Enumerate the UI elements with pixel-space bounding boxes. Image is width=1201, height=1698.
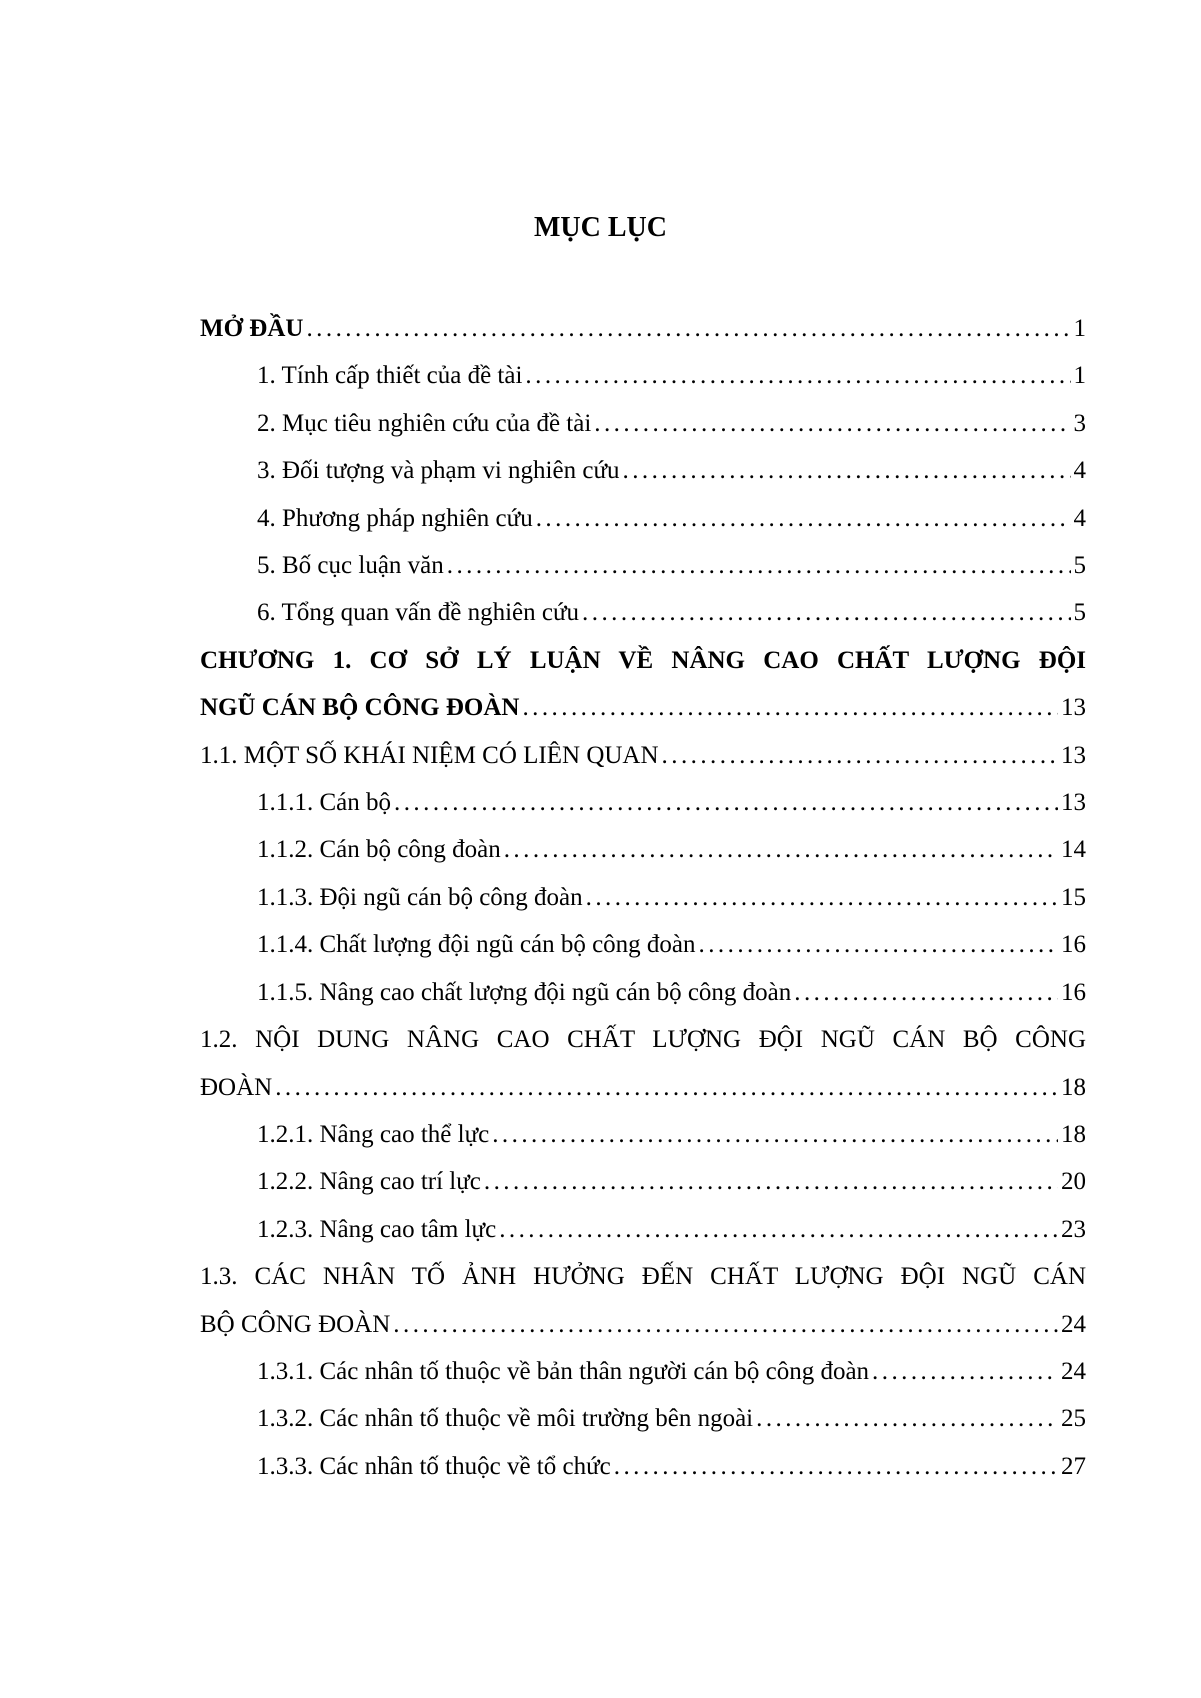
toc-entry-page-number: 5 bbox=[1073, 599, 1086, 627]
toc-entry[interactable] bbox=[200, 1158, 1086, 1205]
toc-entry-page-number: 23 bbox=[1061, 1215, 1086, 1243]
toc-entry-page-number: 4 bbox=[1073, 504, 1086, 532]
toc-entry[interactable] bbox=[200, 589, 1086, 636]
toc-entry-page-number: 27 bbox=[1061, 1452, 1086, 1480]
toc-entry-label: BỘ CÔNG ĐOÀN bbox=[200, 1310, 391, 1338]
toc-entry[interactable] bbox=[200, 969, 1086, 1016]
toc-entry-label: 1.1.1. Cán bộ bbox=[257, 789, 392, 817]
toc-entry-page-number: 13 bbox=[1061, 741, 1086, 769]
toc-entry-label: 1.3.2. Các nhân tố thuộc về môi trường bên ngoài bbox=[257, 1405, 754, 1433]
toc-entry-page-number: 1 bbox=[1073, 362, 1086, 390]
toc-entry-label-line1: CHƯƠNG 1. CƠ SỞ LÝ LUẬN VỀ NÂNG CAO CHẤT LƯỢNG ĐỘI bbox=[200, 646, 1086, 674]
toc-entry-page-number: 5 bbox=[1073, 552, 1086, 580]
toc-entry[interactable] bbox=[200, 1395, 1086, 1442]
toc-entry-page-number: 18 bbox=[1061, 1073, 1086, 1101]
toc-entry-heading-line[interactable] bbox=[200, 1253, 1086, 1300]
toc-entry-page-number: 20 bbox=[1061, 1168, 1086, 1196]
dot-leader bbox=[536, 495, 1071, 542]
toc-entry-page-number: 13 bbox=[1061, 694, 1086, 722]
toc-entry-label: 1.1.5. Nâng cao chất lượng đội ngũ cán bộ công đoàn bbox=[257, 978, 792, 1006]
dot-leader bbox=[794, 969, 1058, 1016]
dot-leader bbox=[614, 1443, 1058, 1490]
toc-entry[interactable] bbox=[200, 400, 1086, 447]
toc-entry-label: 1.2.3. Nâng cao tâm lực bbox=[257, 1215, 497, 1243]
toc-entry[interactable] bbox=[200, 1111, 1086, 1158]
toc-entry-label: 5. Bố cục luận văn bbox=[257, 552, 444, 580]
toc-entry-heading-line[interactable] bbox=[200, 1016, 1086, 1063]
dot-leader bbox=[594, 400, 1070, 447]
toc-entry[interactable] bbox=[200, 1206, 1086, 1253]
toc-entry[interactable] bbox=[200, 352, 1086, 399]
toc-entry-label: 4. Phương pháp nghiên cứu bbox=[257, 504, 533, 532]
toc-entry[interactable] bbox=[200, 1064, 1086, 1111]
toc-entry[interactable] bbox=[200, 1348, 1086, 1395]
dot-leader bbox=[872, 1348, 1058, 1395]
dot-leader bbox=[275, 1064, 1058, 1111]
toc-entry-label: 1.3.1. Các nhân tố thuộc về bản thân người cán bộ công đoàn bbox=[257, 1357, 870, 1385]
toc-entry[interactable] bbox=[200, 732, 1086, 779]
dot-leader bbox=[306, 305, 1070, 352]
toc-entry-label: 1.1. MỘT SỐ KHÁI NIỆM CÓ LIÊN QUAN bbox=[200, 741, 659, 769]
toc-entry-label: 1.3.3. Các nhân tố thuộc về tổ chức bbox=[257, 1452, 611, 1480]
toc-entry[interactable] bbox=[200, 826, 1086, 873]
dot-leader bbox=[525, 352, 1070, 399]
toc-entry-page-number: 24 bbox=[1061, 1357, 1086, 1385]
toc-entry-page-number: 16 bbox=[1061, 931, 1086, 959]
toc-entry-label: 1.2.2. Nâng cao trí lực bbox=[257, 1168, 481, 1196]
toc-entry-page-number: 13 bbox=[1061, 789, 1086, 817]
toc-entry-label: 1. Tính cấp thiết của đề tài bbox=[257, 362, 523, 390]
dot-leader bbox=[492, 1111, 1058, 1158]
toc-entry-label: NGŨ CÁN BỘ CÔNG ĐOÀN bbox=[200, 694, 520, 722]
toc-entry-page-number: 3 bbox=[1073, 409, 1086, 437]
toc-entry-label: MỞ ĐẦU bbox=[200, 315, 304, 342]
toc-entry-heading-line[interactable] bbox=[200, 637, 1086, 684]
dot-leader bbox=[756, 1395, 1058, 1442]
toc-entry[interactable] bbox=[200, 874, 1086, 921]
toc-entry-page-number: 4 bbox=[1073, 457, 1086, 485]
toc-entry-page-number: 16 bbox=[1061, 978, 1086, 1006]
dot-leader bbox=[586, 874, 1058, 921]
toc-entry-page-number: 24 bbox=[1061, 1310, 1086, 1338]
dot-leader bbox=[522, 684, 1058, 731]
dot-leader bbox=[662, 732, 1058, 779]
dot-leader bbox=[393, 1301, 1058, 1348]
toc-entry-page-number: 14 bbox=[1061, 836, 1086, 864]
toc-entry-label-line1: 1.2. NỘI DUNG NÂNG CAO CHẤT LƯỢNG ĐỘI NGŨ CÁN BỘ CÔNG bbox=[200, 1026, 1086, 1054]
toc-entry[interactable] bbox=[200, 1443, 1086, 1490]
toc-entry-label: 1.1.2. Cán bộ công đoàn bbox=[257, 836, 501, 864]
toc-entry-label: 6. Tổng quan vấn đề nghiên cứu bbox=[257, 599, 580, 627]
toc-entry[interactable] bbox=[200, 305, 1086, 352]
toc-entry[interactable] bbox=[200, 921, 1086, 968]
dot-leader bbox=[394, 779, 1058, 826]
toc-entry-page-number: 1 bbox=[1073, 315, 1086, 342]
dot-leader bbox=[447, 542, 1071, 589]
toc-entry-label-line1: 1.3. CÁC NHÂN TỐ ẢNH HƯỞNG ĐẾN CHẤT LƯỢNG ĐỘI NGŨ CÁN bbox=[200, 1263, 1086, 1291]
toc-entry-label: 2. Mục tiêu nghiên cứu của đề tài bbox=[257, 409, 592, 437]
toc-entry-label: 1.2.1. Nâng cao thể lực bbox=[257, 1120, 490, 1148]
toc-entry[interactable] bbox=[200, 495, 1086, 542]
table-of-contents bbox=[200, 305, 1086, 1490]
dot-leader bbox=[499, 1206, 1058, 1253]
dot-leader bbox=[484, 1158, 1058, 1205]
toc-entry-page-number: 15 bbox=[1061, 883, 1086, 911]
toc-entry[interactable] bbox=[200, 1301, 1086, 1348]
toc-title: MỤC LỤC bbox=[534, 212, 667, 243]
toc-entry[interactable] bbox=[200, 447, 1086, 494]
dot-leader bbox=[699, 921, 1058, 968]
dot-leader bbox=[504, 826, 1058, 873]
toc-entry-page-number: 25 bbox=[1061, 1405, 1086, 1433]
toc-entry-label: ĐOÀN bbox=[200, 1073, 273, 1101]
dot-leader bbox=[623, 447, 1071, 494]
toc-entry-label: 1.1.3. Đội ngũ cán bộ công đoàn bbox=[257, 883, 583, 911]
toc-entry-label: 3. Đối tượng và phạm vi nghiên cứu bbox=[257, 457, 620, 485]
toc-entry[interactable] bbox=[200, 542, 1086, 589]
dot-leader bbox=[582, 589, 1070, 636]
toc-entry-page-number: 18 bbox=[1061, 1120, 1086, 1148]
toc-entry[interactable] bbox=[200, 779, 1086, 826]
toc-entry-label: 1.1.4. Chất lượng đội ngũ cán bộ công đoàn bbox=[257, 931, 696, 959]
toc-entry[interactable] bbox=[200, 684, 1086, 731]
